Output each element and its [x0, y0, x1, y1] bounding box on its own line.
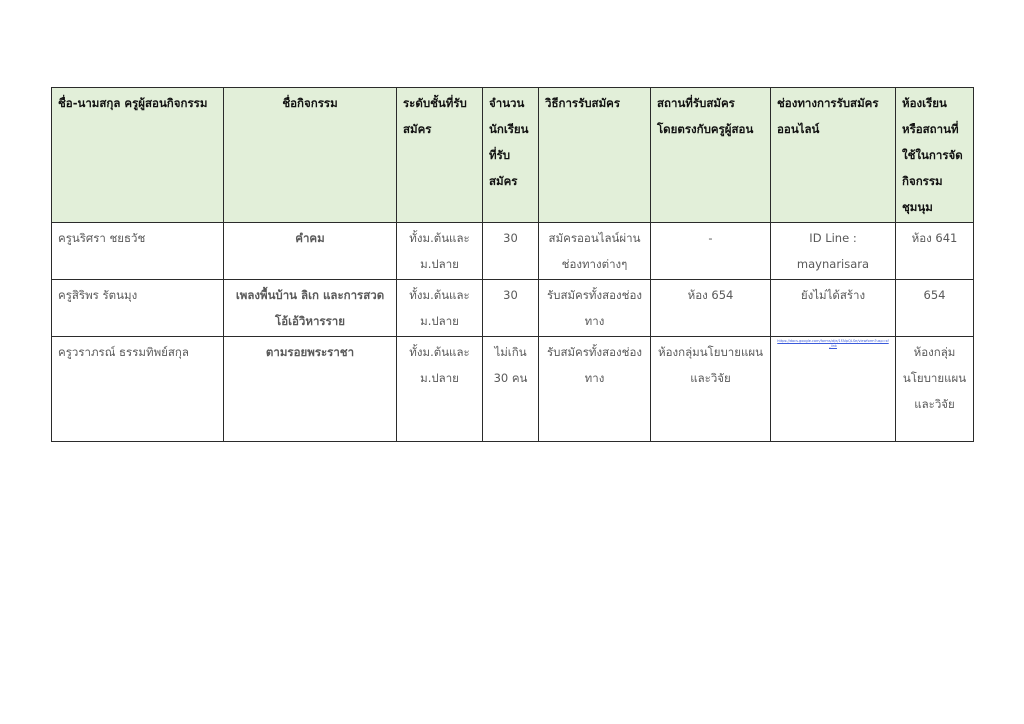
activity-cell: คำคม	[224, 223, 397, 280]
room-cell: 654	[896, 280, 974, 337]
online-cell	[771, 337, 896, 442]
activity-registration-table	[51, 87, 974, 442]
teacher-cell: ครูสิริพร รัตนมุง	[52, 280, 224, 337]
online-cell: ID Line : maynarisara	[771, 223, 896, 280]
activity-cell: ตามรอยพระราชา	[224, 337, 397, 442]
room-cell: ห้อง 641	[896, 223, 974, 280]
table-row	[52, 223, 974, 280]
method-cell: รับสมัครทั้งสองช่องทาง	[539, 337, 651, 442]
place-cell: ห้องกลุ่มนโยบายแผน และวิจัย	[651, 337, 771, 442]
header-row	[52, 88, 974, 223]
header-teacher: ชื่อ-นามสกุล ครูผู้สอนกิจกรรม	[52, 88, 224, 223]
level-cell: ทั้งม.ต้นและม.ปลาย	[397, 337, 483, 442]
level-cell: ทั้งม.ต้นและม.ปลาย	[397, 280, 483, 337]
header-online: ช่องทางการรับสมัครออนไลน์	[771, 88, 896, 223]
header-method: วิธีการรับสมัคร	[539, 88, 651, 223]
header-activity: ชื่อกิจกรรม	[224, 88, 397, 223]
online-cell: ยังไม่ได้สร้าง	[771, 280, 896, 337]
count-cell: ไม่เกิน 30 คน	[483, 337, 539, 442]
table-row	[52, 280, 974, 337]
method-cell: รับสมัครทั้งสองช่องทาง	[539, 280, 651, 337]
header-count: จำนวนนักเรียนที่รับสมัคร	[483, 88, 539, 223]
header-room: ห้องเรียนหรือสถานที่ใช้ในการจัดกิจกรรมชุมนุม	[896, 88, 974, 223]
header-place: สถานที่รับสมัครโดยตรงกับครูผู้สอน	[651, 88, 771, 223]
header-level: ระดับชั้นที่รับสมัคร	[397, 88, 483, 223]
activity-cell: เพลงพื้นบ้าน ลิเก และการสวดโอ้เอ้วิหารราย	[224, 280, 397, 337]
count-cell: 30	[483, 280, 539, 337]
teacher-cell: ครูนริศรา ชยธวัช	[52, 223, 224, 280]
table-row	[52, 337, 974, 442]
count-cell: 30	[483, 223, 539, 280]
teacher-cell: ครูวราภรณ์ ธรรมทิพย์สกุล	[52, 337, 224, 442]
place-cell: ห้อง 654	[651, 280, 771, 337]
room-cell: ห้องกลุ่มนโยบายแผน และวิจัย	[896, 337, 974, 442]
place-cell: -	[651, 223, 771, 280]
level-cell: ทั้งม.ต้นและม.ปลาย	[397, 223, 483, 280]
method-cell: สมัครออนไลน์ผ่านช่องทางต่างๆ	[539, 223, 651, 280]
online-form-link[interactable]: https://docs.google.com/forms/d/e/1FAIpQLSe/viewform?usp=sf_link	[777, 339, 889, 348]
